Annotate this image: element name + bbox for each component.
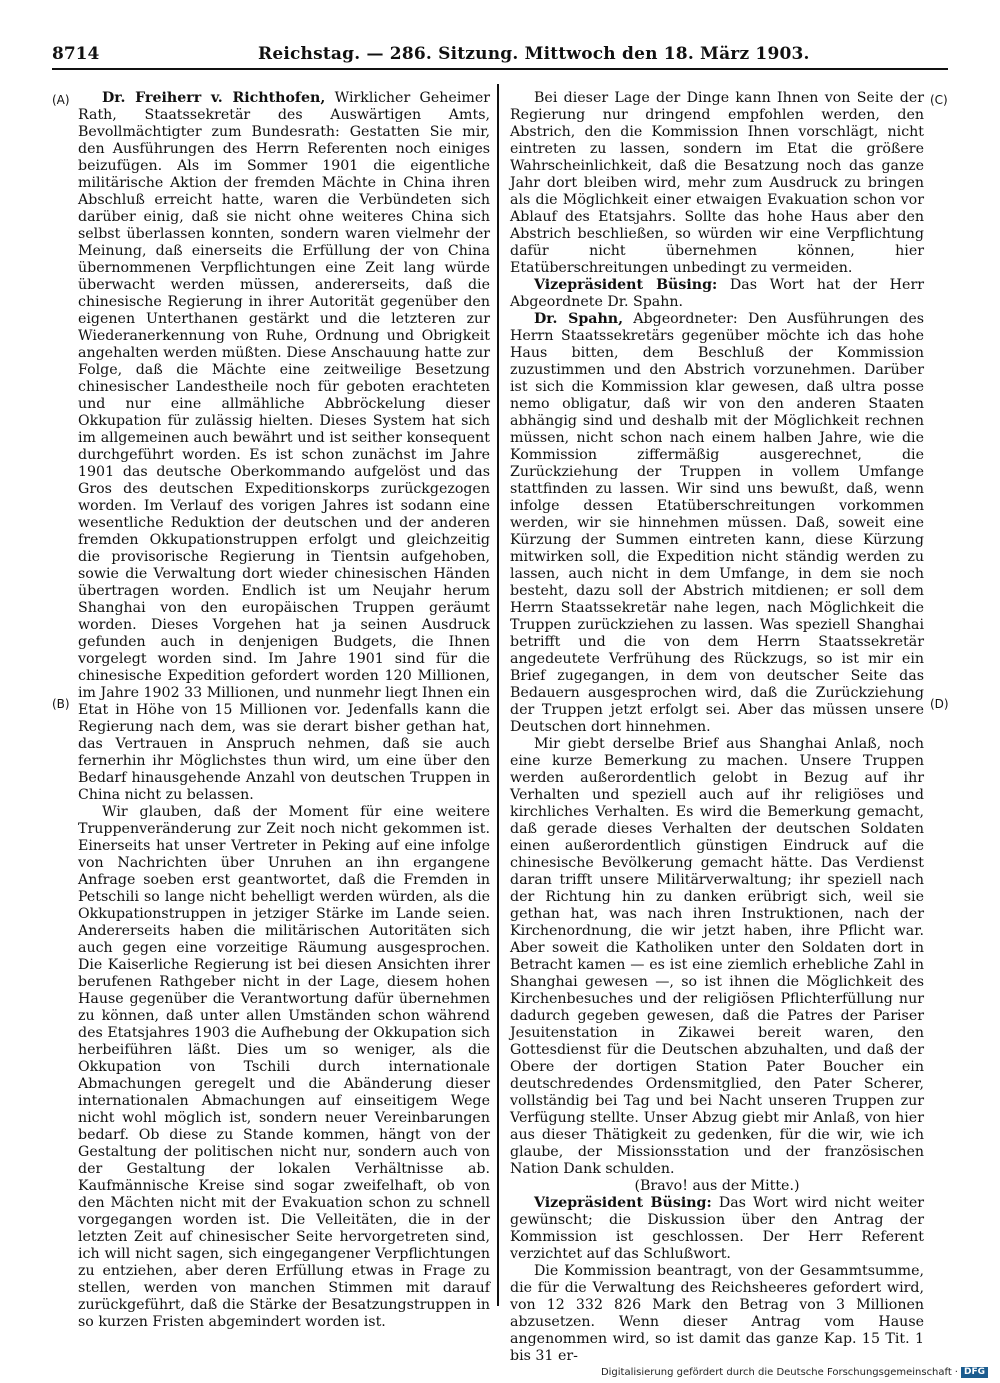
column-divider <box>497 84 499 1306</box>
paragraph <box>510 311 924 736</box>
speaker-name: Dr. Freiherr v. Richthofen, <box>102 90 326 106</box>
left-column <box>78 90 490 1331</box>
paragraph: Wir glauben, daß der Moment für eine weitere Truppenveränderung zur Zeit noch nicht gekommen ist. Einerseits hat unser Vertreter in Peking auf eine infolge von Nachrichten über Unruhen an ihn ergangene Anfrage soeben erst geantwortet, daß die Fremden in Petschili so lange nicht behelligt werden würden, als die Okkupationstruppen in jetziger Stärke im Lande seien. Andererseits haben die militärischen Autoritäten sich auch gegen eine vorzeitige Räumung ausgesprochen. Die Kaiserliche Regierung ist bei diesen Ansichten ihrer berufenen Rathgeber nicht in der Lage, diesem hohen Hause gegenüber die Verantwortung dafür übernehmen zu können, daß unter allen Umständen schon während des Etatsjahres 1903 die Aufhebung der Okkupation sich herbeiführen läßt. Dies um so weniger, als die Okkupation von Tschili durch internationale Abmachungen geregelt und die Abänderung dieser internationalen Abmachungen auf einseitigem Wege nicht wohl möglich ist, sondern neuer Vereinbarungen bedarf. Ob diese zu Stande kommen, hängt von der Gestaltung der politischen nicht nur, sondern auch von der Gestaltung der lokalen Verhältnisse ab. Kaufmännische Kreise sind sogar zweifelhaft, ob von den Mächten nicht mit der Evakuation schon zu schnell vorgegangen worden ist. Die Velleitäten, die in der letzten Zeit auf chinesischer Seite hervorgetreten sind, ich will nicht sagen, sich eingegangener Verpflichtungen zu entziehen, aber deren Erfüllung etwas in Frage zu stellen, werden von manchen Stimmen mit darauf zurückgeführt, daß die Stärke der Besatzungstruppen in so kurzen Fristen abgemindert worden ist. <box>78 804 490 1330</box>
margin-marker-d: (D) <box>930 697 949 711</box>
right-column <box>510 90 924 1365</box>
speaker-name: Dr. Spahn, <box>534 311 624 327</box>
paragraph <box>510 1195 924 1263</box>
margin-marker-c: (C) <box>930 93 948 107</box>
speech-text: Wirklicher Geheimer Rath, Staatssekretär des Auswärtigen Amts, Bevollmächtigter zum Bundesrath: Gestatten Sie mir, den Ausführungen des Herrn Referenten noch einiges beizufügen. Als im Sommer 1901 die eigentliche militärische Aktion der fremden Mächte in China ihren Abschluß erreicht hatte, waren die Verbündeten sich darüber einig, daß sie nicht ohne weiteres China sich selbst überlassen konnten, sondern waren vielmehr der Meinung, daß einerseits die Erfüllung der von China übernommenen Verpflichtungen eine Zeit lang würde überwacht werden müssen, andererseits, daß die chinesische Regierung in ihrer Autorität gegenüber den eigenen Unterthanen gestärkt und die letzteren zur Wiederanerkennung von Ruhe, Ordnung und Obrigkeit angehalten werden müßten. Diese Anschauung hatte zur Folge, daß die Mächte eine zeitweilige Besetzung chinesischer Landestheile noch für geboten erachteten und nur eine allmähliche Abbröckelung dieser Okkupation für zulässig hielten. Dieses System hat sich im allgemeinen auch bewährt und ist seither konsequent durchgeführt worden. Es ist schon zunächst im Jahre 1901 das deutsche Oberkommando aufgelöst und das Gros des deutschen Expeditionskorps zurückgezogen worden. Im Verlauf des vorigen Jahres ist sodann eine wesentliche Reduktion der deutschen und der anderen fremden Okkupationstruppen erfolgt und gleichzeitig die provisorische Regierung in Tientsin aufgehoben, sowie die Verwaltung dort wieder chinesischen Händen übertragen worden. Endlich ist um Neujahr herum Shanghai von den europäischen Truppen geräumt worden. Dieses Vorgehen hat ja seinen Ausdruck gefunden auch in denjenigen Budgets, die Ihnen vorgelegt worden sind. Im Jahre 1901 sind für die chinesische Expedition gefordert worden 120 Millionen, im Jahre 1902 33 Millionen, und nunmehr liegt Ihnen ein Etat in Höhe von 15 Millionen vor. Jedenfalls kann die Regierung nach dem, was sie derart bisher gethan hat, das Vertrauen in Anspruch nehmen, daß sie auch fernerhin ihr Möglichstes thun wird, um eine über den Bedarf hinausgehende Anzahl von deutschen Truppen in China nicht zu belassen. <box>78 90 490 803</box>
margin-marker-a: (A) <box>52 93 70 107</box>
digitization-footer <box>601 1367 988 1378</box>
footer-separator: · <box>954 1367 958 1378</box>
speech-text: Abgeordneter: Den Ausführungen des Herrn Staatssekretärs gegenüber möchte ich das hohe Haus bitten, dem Beschluß der Kommission zuzustimmen und den Abstrich vorzunehmen. Darüber ist sich die Kommission klar gewesen, daß ultra posse nemo obligatur, daß wir von den anderen Staaten abhängig sind und deshalb mit der Möglichkeit rechnen müssen, nicht schon nach einem halben Jahre, wie die Kommission ziffermäßig ausgerechnet, die Zurückziehung der Truppen in vollem Umfange stattfinden zu lassen. Wir sind uns bewußt, daß, wenn infolge dessen Etatüberschreitungen vorkommen werden, wir sie hinnehmen müssen. Daß, soweit eine Kürzung der Summen eintreten kann, diese Kürzung mitwirken soll, die Expedition nicht ständig werden zu lassen, auch nicht in dem Umfange, in dem sie noch besteht, dazu soll der Abstrich mitdienen; er soll dem Herrn Staatssekretär nahe legen, nach Möglichkeit die Truppen zurückziehen zu lassen. Was speziell Shanghai betrifft und die von dem Herrn Staatssekretär angedeutete Verfrühung des Rückzugs, so ist mir ein Brief zugegangen, in dem von deutscher Seite das Bedauern ausgesprochen wird, daß die Zurückziehung der Truppen jetzt erfolgt sei. Aber das müssen unsere Deutschen dort hinnehmen. <box>510 311 924 735</box>
paragraph <box>78 90 490 804</box>
paragraph: Mir giebt derselbe Brief aus Shanghai Anlaß, noch eine kurze Bemerkung zu machen. Unsere Truppen werden außerordentlich gelobt in Bezug auf ihr Verhalten und speziell auch auf ihr religiöses und kirchliches Verhalten. Es wird die Bemerkung gemacht, daß gerade dieses Verhalten der deutschen Soldaten einen außerordentlich günstigen Eindruck auf die chinesische Bevölkerung gemacht hätte. Das Verdienst daran trifft unsere Militärverwaltung; ihr speziell nach der Richtung hin zu danken erübrigt sich, weil sie gethan hat, was nach ihren Instruktionen, nach der Kirchenordnung, die wir jetzt haben, ihre Pflicht war. Aber soweit die Katholiken unter den Soldaten dort in Betracht kamen — es ist eine ziemlich erhebliche Zahl in Shanghai gewesen —, so ist ihnen die Möglichkeit des Kirchenbesuches und der religiösen Pflichterfüllung nur dadurch gegeben gewesen, daß die Patres der Pariser Jesuitenstation in Zikawei bereit waren, den Gottesdienst für die Deutschen abzuhalten, und daß der Obere der dortigen Station Pater Boucher ein deutschredendes Ordensmitglied, den Pater Scherer, vollständig bei Tag und bei Nacht unseren Truppen zur Verfügung stellte. Unser Abzug giebt mir Anlaß, von hier aus dieser Thätigkeit zu gedenken, für die wir, wie ich glaube, der Missionsstation und der französischen Nation Dank schulden. <box>510 736 924 1177</box>
dfg-logo: DFG <box>961 1367 988 1378</box>
page-number: 8714 <box>52 44 100 64</box>
header-rule <box>52 68 948 70</box>
paragraph: Bei dieser Lage der Dinge kann Ihnen von Seite der Regierung nur dringend empfohlen werden, den Abstrich, den die Kommission Ihnen vorschlägt, nicht eintreten zu lassen, sondern im Etat die größere Wahrscheinlichkeit, daß die Besatzung noch das ganze Jahr dort bleiben wird, mehr zum Ausdruck zu bringen als die Möglichkeit einer etwaigen Evakuation schon vor Ablauf des Etatsjahrs. Sollte das hohe Haus aber den Abstrich beschließen, so würden wir eine Verpflichtung dafür nicht übernehmen können, hier Etatüberschreitungen unbedingt zu vermeiden. <box>510 90 924 276</box>
speaker-name: Vizepräsident Büsing: <box>534 277 718 293</box>
speaker-name: Vizepräsident Büsing: <box>534 1195 712 1211</box>
paragraph <box>510 277 924 311</box>
speech-text: Das Wort hat der Herr Abgeordnete Dr. Spahn. <box>510 277 925 310</box>
margin-marker-b: (B) <box>52 697 70 711</box>
footer-text: Digitalisierung gefördert durch die Deutsche Forschungsgemeinschaft <box>600 1367 952 1378</box>
speech-text: Das Wort wird nicht weiter gewünscht; die Diskussion über den Antrag der Kommission ist geschlossen. Der Herr Referent verzichtet auf das Schlußwort. <box>510 1195 924 1262</box>
paragraph: Die Kommission beantragt, von der Gesammtsumme, die für die Verwaltung des Reichsheeres gefordert wird, von 12 332 826 Mark den Betrag von 3 Millionen abzusetzen. Wenn dieser Antrag vom Hause angenommen wird, so ist damit das ganze Kap. 15 Tit. 1 bis 31 er- <box>510 1263 924 1364</box>
running-head: Reichstag. — 286. Sitzung. Mittwoch den 18. März 1903. <box>258 44 810 64</box>
interjection: (Bravo! aus der Mitte.) <box>634 1178 800 1194</box>
